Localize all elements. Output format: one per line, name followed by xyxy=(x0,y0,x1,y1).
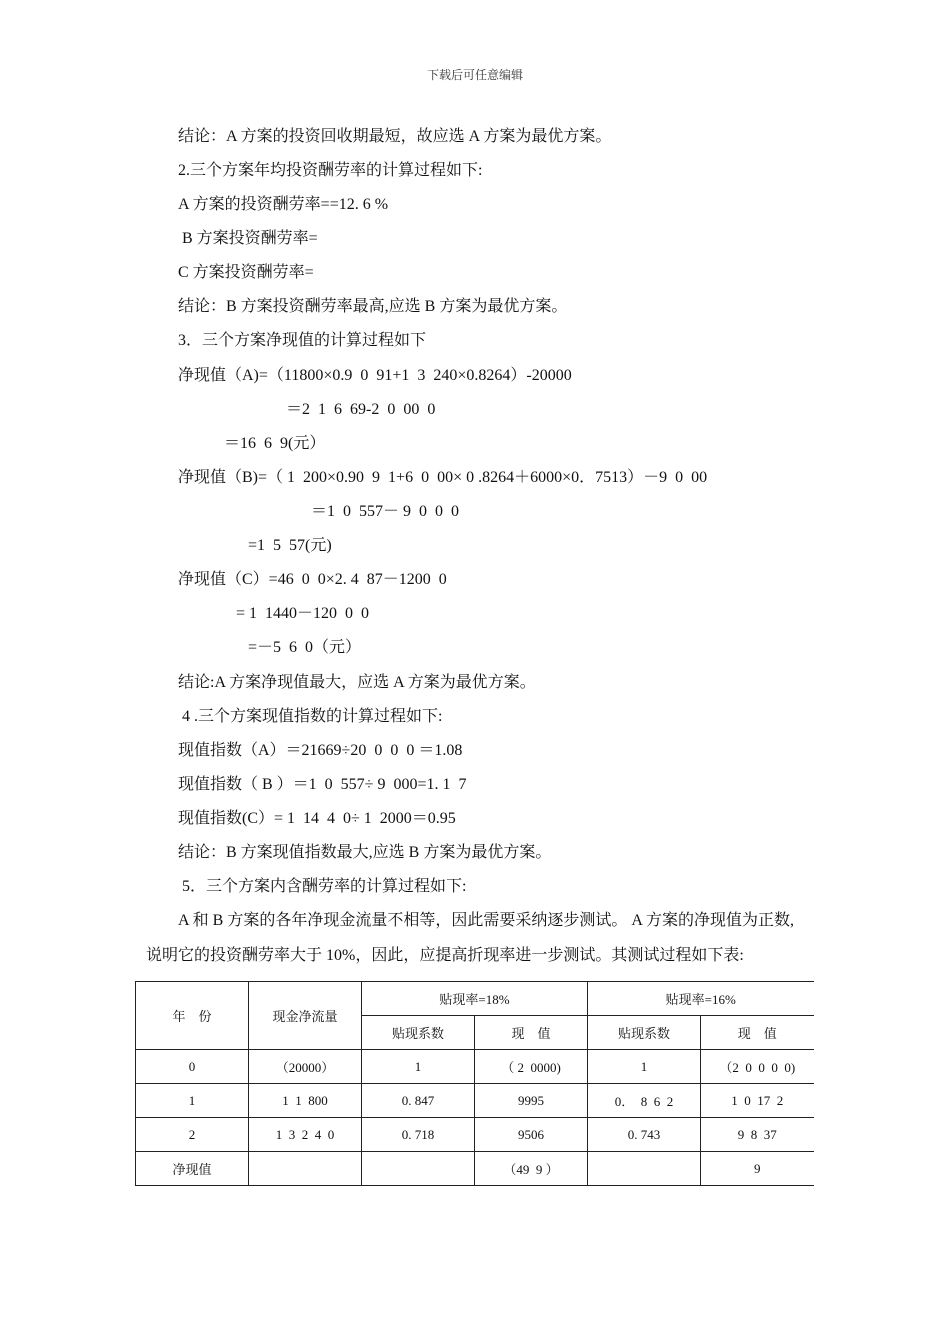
text-line: ＝16 6 9(元） xyxy=(224,435,326,452)
text-line: 净现值（A)=（11800×0.9 0 91+1 3 240×0.8264）-20000 xyxy=(178,367,572,384)
header-year: 年 份 xyxy=(136,982,249,1050)
text-line: 结论：B 方案投资酬劳率最高,应选 B 方案为最优方案。 xyxy=(178,298,568,315)
table-cell: （49 9 ） xyxy=(475,1152,588,1186)
text-line: 结论：A 方案的投资回收期最短，故应选 A 方案为最优方案。 xyxy=(178,128,612,145)
table-cell: 1 0 17 2 xyxy=(701,1084,814,1118)
text-line: B 方案投资酬劳率= xyxy=(178,230,318,247)
table-cell: 0. 847 xyxy=(362,1084,475,1118)
table-cell: 9 xyxy=(701,1152,814,1186)
text-line: ＝2 1 6 69-2 0 00 0 xyxy=(286,401,436,418)
text-line: = 1 1440－120 0 0 xyxy=(236,605,370,622)
text-line: 4 .三个方案现值指数的计算过程如下: xyxy=(178,708,443,725)
text-line: 净现值（B)=（ 1 200×0.90 9 1+6 0 00× 0 .8264＋6000×0．7513）－9 0 00 xyxy=(178,469,708,486)
text-line: ＝1 0 557－ 9 0 0 0 xyxy=(311,503,460,520)
table-row xyxy=(136,1050,814,1084)
text-line: A 方案的投资酬劳率==12. 6 % xyxy=(178,196,389,213)
table-row xyxy=(136,1152,814,1186)
text-line: =1 5 57(元) xyxy=(248,537,332,554)
text-line: =－5 6 0（元） xyxy=(248,639,362,656)
table-cell: 1 xyxy=(362,1050,475,1084)
table-cell: 0. 743 xyxy=(588,1118,701,1152)
table-cell: （ 2 0000) xyxy=(475,1050,588,1084)
text-line: A 和 B 方案的各年净现金流量不相等，因此需要采纳逐步测试。 A 方案的净现值为正数, xyxy=(178,912,795,929)
table-cell: 9506 xyxy=(475,1118,588,1152)
subheader-discount-coef: 贴现系数 xyxy=(362,1016,475,1050)
table-cell: 1 1 800 xyxy=(249,1084,362,1118)
header-rate-16: 贴现率=16% xyxy=(588,982,814,1016)
table-cell xyxy=(588,1152,701,1186)
table-cell: 9 8 37 xyxy=(701,1118,814,1152)
subheader-present-value: 现 值 xyxy=(701,1016,814,1050)
subheader-discount-coef: 贴现系数 xyxy=(588,1016,701,1050)
table-cell: （20000） xyxy=(249,1050,362,1084)
text-line: 结论：B 方案现值指数最大,应选 B 方案为最优方案。 xyxy=(178,844,552,861)
table-cell: 0． 8 6 2 xyxy=(588,1084,701,1118)
text-line: 结论:A 方案净现值最大，应选 A 方案为最优方案。 xyxy=(178,674,536,691)
text-line: 现值指数（A）＝21669÷20 0 0 0 ＝1.08 xyxy=(178,742,463,759)
subheader-present-value: 现 值 xyxy=(475,1016,588,1050)
text-line: C 方案投资酬劳率= xyxy=(178,264,314,281)
text-line: 3．三个方案净现值的计算过程如下 xyxy=(178,332,427,349)
table-cell xyxy=(362,1152,475,1186)
table-cell: 2 xyxy=(136,1118,249,1152)
table-cell: 9995 xyxy=(475,1084,588,1118)
table-cell: （2 0 0 0 0) xyxy=(701,1050,814,1084)
text-line: 现值指数（ B ）＝1 0 557÷ 9 000=1. 1 7 xyxy=(178,776,467,793)
table-cell: 0. 718 xyxy=(362,1118,475,1152)
table-cell: 净现值 xyxy=(136,1152,249,1186)
header-rate-18: 贴现率=18% xyxy=(362,982,588,1016)
text-line: 2.三个方案年均投资酬劳率的计算过程如下: xyxy=(178,162,483,179)
table-cell: 1 xyxy=(588,1050,701,1084)
table-row xyxy=(136,1118,814,1152)
text-line: 净现值（C）=46 0 0×2. 4 87－1200 0 xyxy=(178,571,447,588)
table-cell xyxy=(249,1152,362,1186)
table-row xyxy=(136,1084,814,1118)
table-cell: 1 xyxy=(136,1084,249,1118)
table-cell: 1 3 2 4 0 xyxy=(249,1118,362,1152)
page-header: 下载后可任意编辑 xyxy=(426,68,523,82)
text-line: 5．三个方案内含酬劳率的计算过程如下: xyxy=(178,878,467,895)
header-net-cash-flow: 现金净流量 xyxy=(249,982,362,1050)
text-line: 说明它的投资酬劳率大于 10%，因此，应提高折现率进一步测试。其测试过程如下表: xyxy=(146,947,744,964)
text-line: 现值指数(C）= 1 14 4 0÷ 1 2000＝0.95 xyxy=(178,810,456,827)
irr-test-table xyxy=(135,981,814,1186)
table-cell: 0 xyxy=(136,1050,249,1084)
